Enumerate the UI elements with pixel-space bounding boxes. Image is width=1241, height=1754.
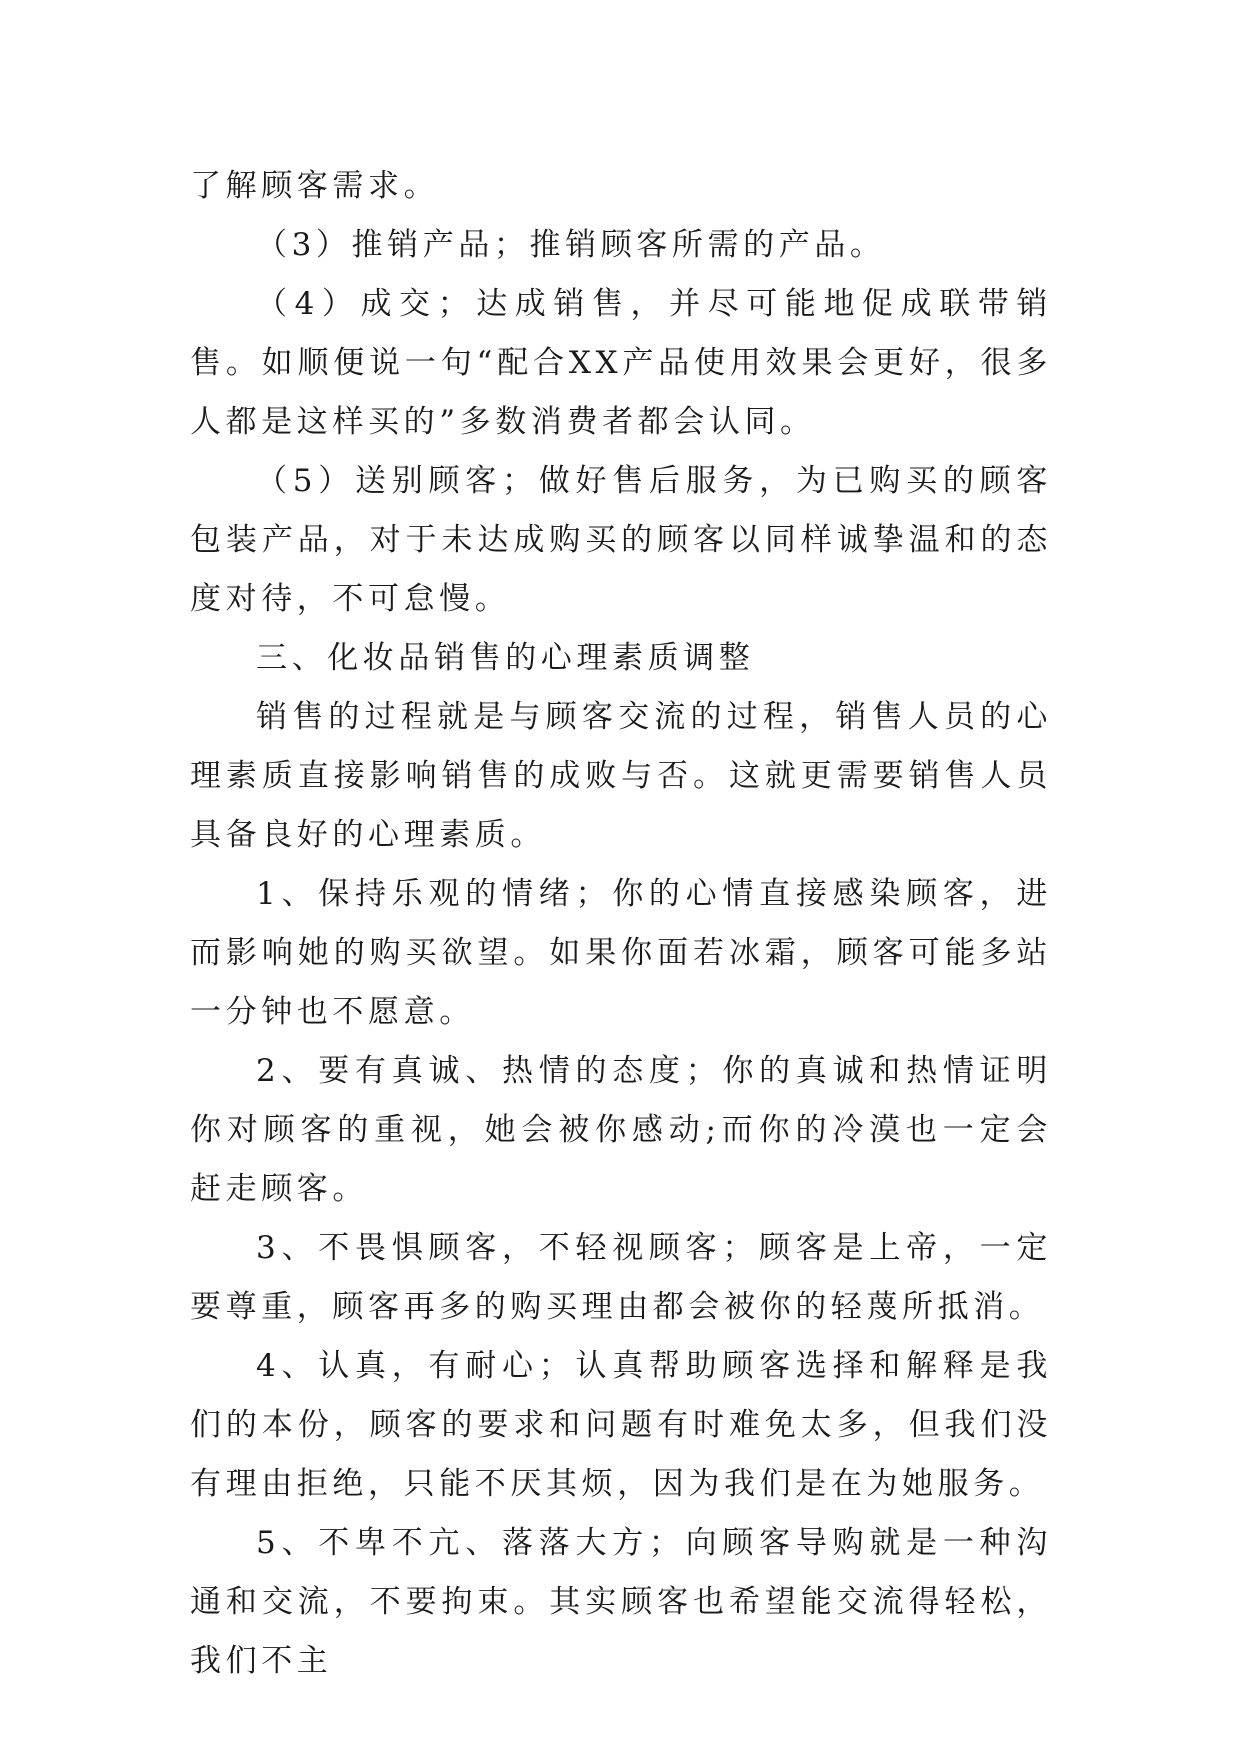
paragraph: 3、不畏惧顾客，不轻视顾客；顾客是上帝，一定要尊重，顾客再多的购买理由都会被你的轻蔑所抵消。	[190, 1230, 1052, 1325]
paragraph: 1、保持乐观的情绪；你的心情直接感染顾客，进而影响她的购买欲望。如果你面若冰霜，顾客可能多站一分钟也不愿意。	[190, 876, 1052, 1030]
paragraph: （5）送别顾客；做好售后服务，为已购买的顾客包装产品，对于未达成购买的顾客以同样诚挚温和的态度对待，不可怠慢。	[190, 463, 1052, 617]
paragraph: 2、要有真诚、热情的态度；你的真诚和热情证明你对顾客的重视，她会被你感动;而你的冷漠也一定会赶走顾客。	[190, 1053, 1052, 1207]
paragraph: （4）成交；达成销售，并尽可能地促成联带销售。如顺便说一句“配合XX产品使用效果会更好，很多人都是这样买的”多数消费者都会认同。	[190, 286, 1052, 440]
paragraph: 5、不卑不亢、落落大方；向顾客导购就是一种沟通和交流，不要拘束。其实顾客也希望能交流得轻松，我们不主	[190, 1525, 1052, 1679]
document-body	[190, 157, 1052, 1691]
paragraph: （3）推销产品；推销顾客所需的产品。	[256, 227, 886, 263]
section-heading: 三、化妆品销售的心理素质调整	[256, 640, 755, 676]
paragraph: 了解顾客需求。	[190, 168, 440, 204]
paragraph: 4、认真，有耐心；认真帮助顾客选择和解释是我们的本份，顾客的要求和问题有时难免太多，但我们没有理由拒绝，只能不厌其烦，因为我们是在为她服务。	[190, 1348, 1052, 1502]
paragraph: 销售的过程就是与顾客交流的过程，销售人员的心理素质直接影响销售的成败与否。这就更需要销售人员具备良好的心理素质。	[190, 699, 1052, 853]
